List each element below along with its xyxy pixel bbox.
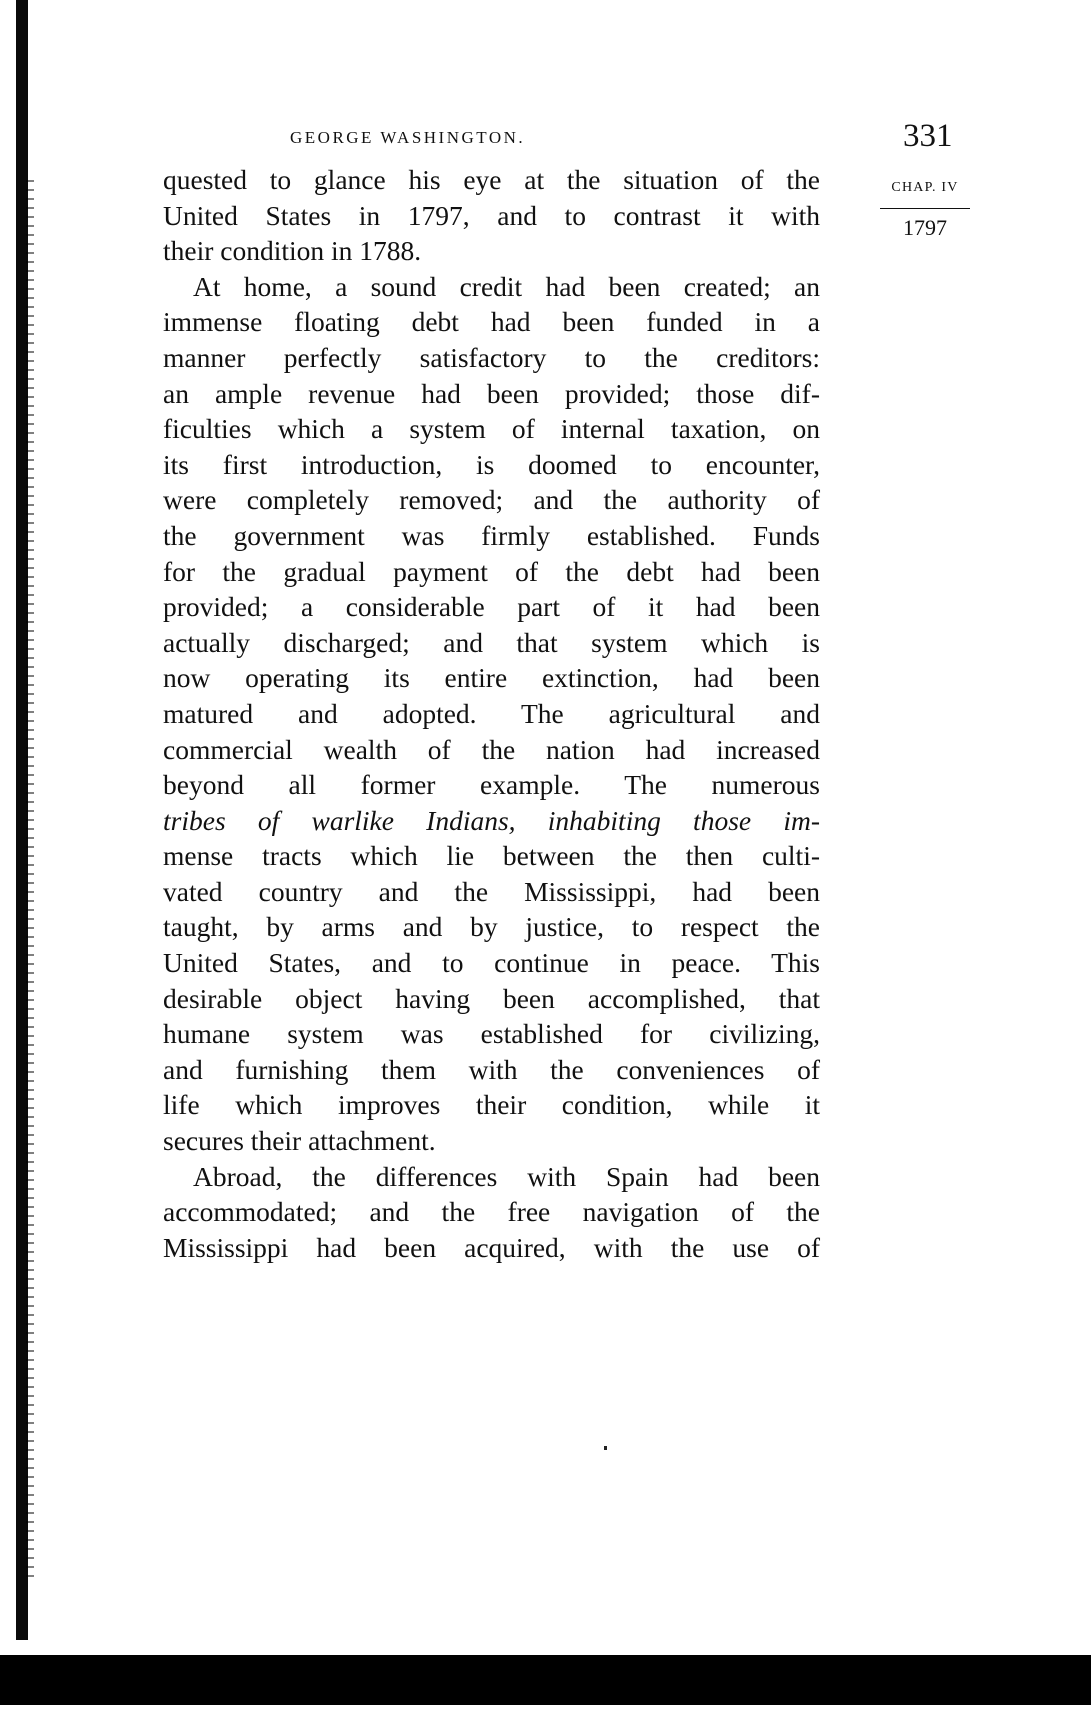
- text-line: manner perfectly satisfactory to the creditors:: [163, 341, 820, 373]
- text-line: At home, a sound credit had been created; an: [193, 270, 820, 302]
- text-line: desirable object having been accomplished, that: [163, 982, 820, 1014]
- margin-year: 1797: [903, 215, 947, 240]
- text-line: their condition in 1788.: [163, 235, 422, 267]
- scan-bottom-shadow: [0, 1655, 1091, 1705]
- text-line: mense tracts which lie between the then culti-: [163, 840, 820, 872]
- text-line: its first introduction, is doomed to encounter,: [163, 448, 820, 480]
- text-line: accommodated; and the free navigation of the: [163, 1196, 820, 1228]
- print-speck: [604, 1446, 607, 1450]
- margin-rule: [880, 208, 970, 209]
- text-line: tribes of warlike Indians, inhabiting those im-: [163, 804, 820, 836]
- text-line: beyond all former example. The numerous: [163, 769, 820, 801]
- text-line: the government was firmly established. Funds: [163, 519, 820, 551]
- text-line: commercial wealth of the nation had increased: [163, 733, 820, 765]
- text-line: taught, by arms and by justice, to respect the: [163, 911, 820, 943]
- page-number: 331: [903, 118, 953, 154]
- text-line: United States, and to continue in peace. This: [163, 947, 820, 979]
- chapter-label: CHAP. IV: [891, 180, 959, 195]
- text-line: now operating its entire extinction, had been: [163, 662, 820, 694]
- text-line: an ample revenue had been provided; those dif-: [163, 377, 820, 409]
- text-line: Abroad, the differences with Spain had been: [193, 1160, 820, 1192]
- margin-note: [880, 180, 970, 241]
- running-title: GEORGE WASHINGTON.: [290, 128, 526, 147]
- text-line: United States in 1797, and to contrast it with: [163, 199, 820, 231]
- text-line: for the gradual payment of the debt had been: [163, 555, 820, 587]
- text-line: vated country and the Mississippi, had been: [163, 875, 820, 907]
- text-line: were completely removed; and the authority of: [163, 484, 820, 516]
- text-line: and furnishing them with the conveniences of: [163, 1053, 820, 1085]
- text-line: humane system was established for civilizing,: [163, 1018, 820, 1050]
- text-line: immense floating debt had been funded in a: [163, 306, 820, 338]
- text-line: ficulties which a system of internal taxation, on: [163, 413, 820, 445]
- text-line: provided; a considerable part of it had been: [163, 591, 820, 623]
- text-line: secures their attachment.: [163, 1125, 436, 1157]
- text-line: matured and adopted. The agricultural and: [163, 697, 820, 729]
- binding-shadow: [26, 180, 34, 1580]
- text-line: actually discharged; and that system which is: [163, 626, 820, 658]
- text-line: quested to glance his eye at the situation of the: [163, 164, 820, 195]
- text-line: life which improves their condition, while it: [163, 1089, 820, 1121]
- body-text: [163, 162, 820, 1265]
- text-line: Mississippi had been acquired, with the use of: [163, 1231, 820, 1263]
